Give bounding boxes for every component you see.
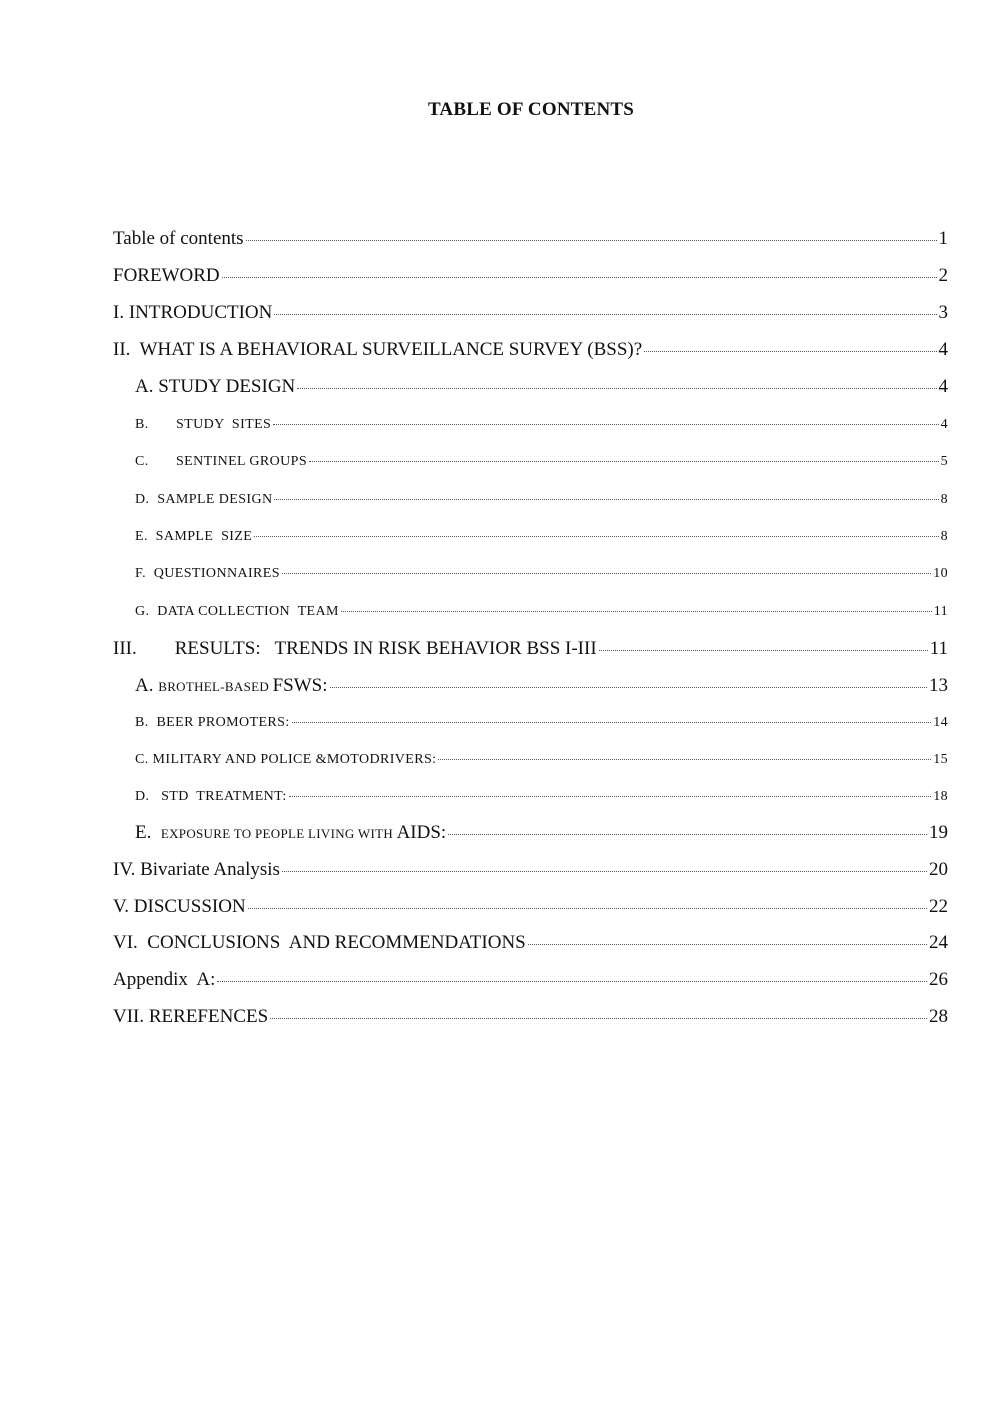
toc-entry[interactable] bbox=[113, 675, 948, 697]
toc-entry-label: VII. REREFENCES bbox=[113, 1006, 269, 1027]
toc-entry-label: IV. Bivariate Analysis bbox=[113, 859, 280, 880]
toc-entry-page: 22 bbox=[929, 896, 948, 917]
toc-entry-label: C. MILITARY AND POLICE &MOTODRIVERS: bbox=[135, 752, 437, 767]
dot-leader bbox=[270, 1018, 927, 1019]
toc-entry-label: V. DISCUSSION bbox=[113, 896, 246, 917]
toc-entry[interactable] bbox=[113, 529, 948, 545]
toc-entry-page: 4 bbox=[940, 417, 948, 432]
dot-leader bbox=[341, 611, 932, 612]
toc-entry[interactable] bbox=[113, 638, 948, 660]
dot-leader bbox=[217, 981, 927, 982]
dot-leader bbox=[297, 388, 936, 389]
toc-entry-page: 15 bbox=[933, 752, 948, 767]
toc-entry-label: D. STD TREATMENT: bbox=[135, 789, 287, 804]
toc-entry-label: Appendix A: bbox=[113, 969, 216, 990]
toc-entry-small-text: EXPOSURE TO PEOPLE LIVING WITH bbox=[160, 826, 397, 841]
dot-leader bbox=[528, 944, 927, 945]
toc-entry[interactable] bbox=[113, 789, 948, 805]
toc-entry-page: 1 bbox=[938, 228, 948, 249]
toc-entry-label: FOREWORD bbox=[113, 265, 220, 286]
toc-entry-label: A. STUDY DESIGN bbox=[135, 376, 296, 397]
dot-leader bbox=[246, 240, 937, 241]
dot-leader bbox=[330, 687, 928, 688]
toc-entry[interactable] bbox=[113, 566, 948, 582]
toc-entry-label: G. DATA COLLECTION TEAM bbox=[135, 604, 339, 619]
toc-entry-label bbox=[135, 822, 446, 844]
toc-entry-label: D. SAMPLE DESIGN bbox=[135, 492, 273, 507]
toc-entry-page: 8 bbox=[940, 492, 948, 507]
toc-entry-page: 11 bbox=[933, 604, 948, 619]
toc-entry[interactable] bbox=[113, 339, 948, 361]
toc-entry-page: 24 bbox=[929, 932, 948, 953]
dot-leader bbox=[222, 277, 937, 278]
toc-entry-label: F. QUESTIONNAIRES bbox=[135, 566, 280, 581]
toc-entry-suffix: AIDS: bbox=[396, 822, 447, 843]
toc-entry-label: II. WHAT IS A BEHAVIORAL SURVEILLANCE SURVEY (BSS)? bbox=[113, 339, 643, 360]
toc-entry[interactable] bbox=[113, 492, 948, 508]
toc-entry-prefix: A. bbox=[135, 675, 159, 696]
dot-leader bbox=[282, 871, 927, 872]
toc-entry[interactable] bbox=[113, 859, 948, 881]
toc-entry-small-text: BROTHEL-BASED bbox=[158, 679, 273, 694]
toc-entry-page: 10 bbox=[933, 566, 948, 581]
dot-leader bbox=[438, 759, 931, 760]
toc-entry-label bbox=[135, 675, 328, 697]
dot-leader bbox=[644, 351, 936, 352]
toc-entry-page: 28 bbox=[929, 1006, 948, 1027]
toc-entry[interactable] bbox=[113, 969, 948, 991]
toc-entry-page: 8 bbox=[940, 529, 948, 544]
toc-entry-page: 4 bbox=[938, 376, 948, 397]
toc-entry-label: E. SAMPLE SIZE bbox=[135, 529, 253, 544]
toc-entry[interactable] bbox=[113, 302, 948, 324]
dot-leader bbox=[254, 536, 938, 537]
toc-entry-prefix: E. bbox=[135, 822, 161, 843]
toc-entry-page: 18 bbox=[933, 789, 948, 804]
toc-entry-page: 11 bbox=[929, 638, 948, 659]
toc-entry[interactable] bbox=[113, 1006, 948, 1028]
toc-entry[interactable] bbox=[113, 932, 948, 954]
toc-entry[interactable] bbox=[113, 896, 948, 918]
toc-entry-label: Table of contents bbox=[113, 228, 244, 249]
toc-entry[interactable] bbox=[113, 228, 948, 250]
dot-leader bbox=[309, 461, 939, 462]
toc-entry-label: I. INTRODUCTION bbox=[113, 302, 273, 323]
toc-entry[interactable] bbox=[113, 454, 948, 470]
page-title: TABLE OF CONTENTS bbox=[427, 99, 635, 120]
toc-entry-page: 4 bbox=[938, 339, 948, 360]
toc-entry-page: 19 bbox=[929, 822, 948, 843]
toc-entry[interactable] bbox=[113, 822, 948, 844]
dot-leader bbox=[282, 573, 931, 574]
toc-entry-page: 14 bbox=[933, 715, 948, 730]
toc-entry[interactable] bbox=[113, 715, 948, 731]
toc-entry-label: C. SENTINEL GROUPS bbox=[135, 454, 308, 469]
toc-entry[interactable] bbox=[113, 376, 948, 398]
dot-leader bbox=[448, 834, 927, 835]
dot-leader bbox=[274, 314, 936, 315]
toc-entry[interactable] bbox=[113, 752, 948, 768]
dot-leader bbox=[289, 796, 931, 797]
toc-entry-label: III. RESULTS: TRENDS IN RISK BEHAVIOR BSS I-III bbox=[113, 638, 597, 659]
toc-entry-page: 3 bbox=[938, 302, 948, 323]
toc-entry[interactable] bbox=[113, 265, 948, 287]
toc-entry-page: 26 bbox=[929, 969, 948, 990]
toc-entry-suffix: FSWS: bbox=[272, 675, 328, 696]
toc-entry-page: 5 bbox=[940, 454, 948, 469]
dot-leader bbox=[248, 908, 927, 909]
dot-leader bbox=[292, 722, 932, 723]
toc-entry-label: B. BEER PROMOTERS: bbox=[135, 715, 290, 730]
toc-entry-label: VI. CONCLUSIONS AND RECOMMENDATIONS bbox=[113, 932, 526, 953]
dot-leader bbox=[273, 424, 938, 425]
toc-entry-label: B. STUDY SITES bbox=[135, 417, 272, 432]
toc-entry-page: 13 bbox=[929, 675, 948, 696]
toc-entry-page: 2 bbox=[938, 265, 948, 286]
toc-entry[interactable] bbox=[113, 417, 948, 433]
toc-entry[interactable] bbox=[113, 604, 948, 620]
toc-entry-page: 20 bbox=[929, 859, 948, 880]
dot-leader bbox=[599, 650, 928, 651]
dot-leader bbox=[274, 499, 938, 500]
